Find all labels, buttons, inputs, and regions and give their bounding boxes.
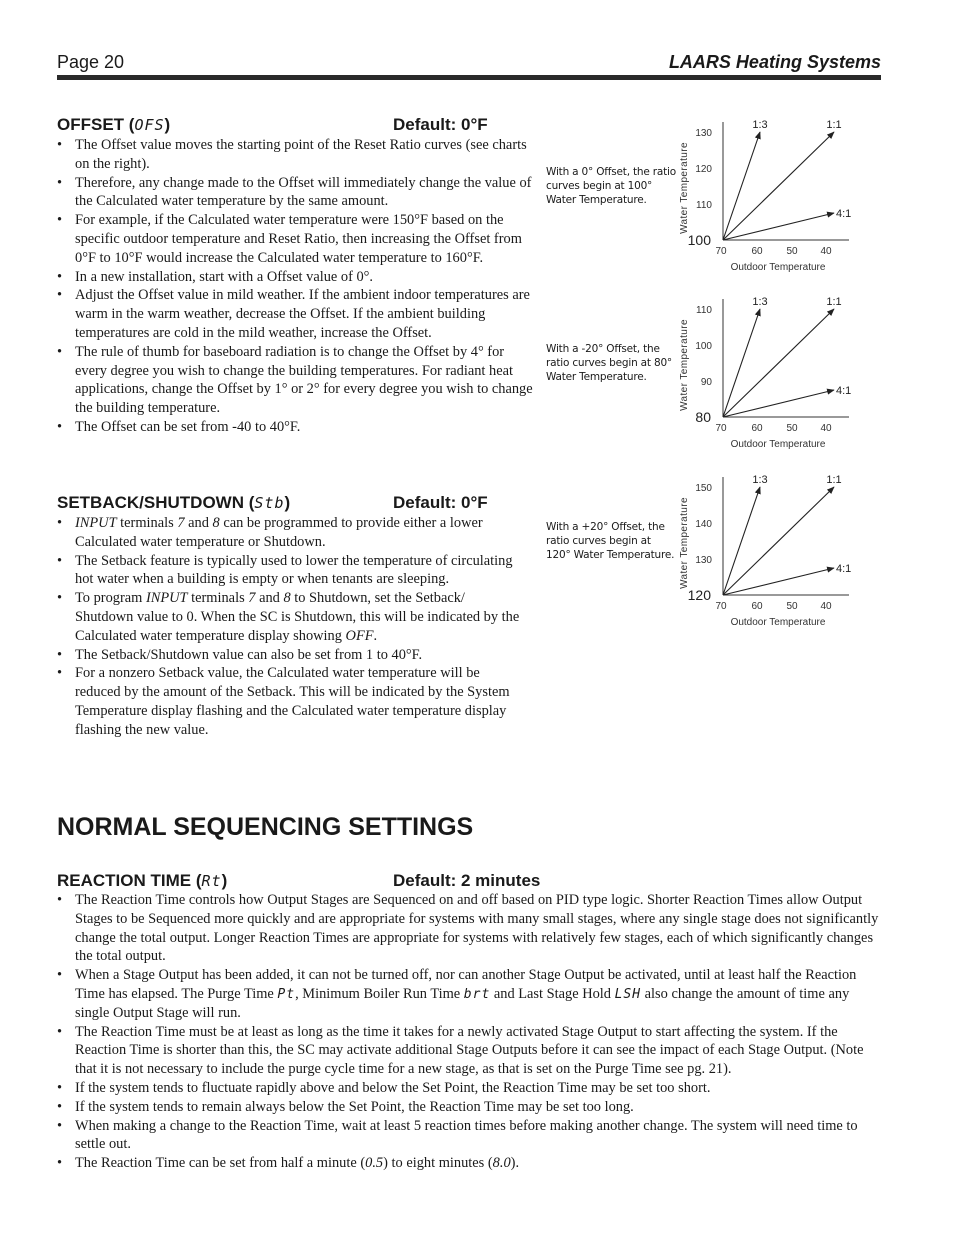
offset-title: OFFSET (OFS) [57,115,171,134]
origin-label: 100 [687,232,711,248]
page-number: Page 20 [57,52,125,72]
series-line-4-1 [723,568,834,595]
chart-caption: With a +20° Offset, the ratio curves begin at 120° Water Temperature. [546,521,675,561]
series-line-1-3 [723,487,760,595]
x-tick-label: 60 [751,601,763,612]
chart-caption: With a -20° Offset, the ratio curves begin at 80° Water Temperature. [546,343,672,383]
list-item: • When a Stage Output has been added, it can not be turned off, nor can another Stage Output be activated, until at least half the Reaction Time has elapsed. The Purge Time Pt, Minimum Boiler Run Time brt and Last Stage Hold LSH also change the amount of time any single Output Stage will run. [57,966,887,1022]
list-item: • Therefore, any change made to the Offset will immediately change the value of the Calculated water temperature by the same amount. [57,174,537,212]
x-tick-label: 60 [751,423,763,434]
x-tick-label: 70 [715,246,727,257]
series-label: 4:1 [836,385,852,397]
x-tick-label: 50 [786,423,798,434]
series-label: 1:3 [752,474,768,486]
list-item: • The Setback feature is typically used to lower the temperature of circulating hot water when a building is empty or when tenants are sleeping. [57,552,522,590]
reaction-default: Default: 2 minutes [393,871,541,890]
reset-ratio-chart-minus20-offset [675,292,865,454]
reaction-bullets [57,891,887,1173]
reaction-code: Rt [201,872,222,890]
reset-ratio-chart-0-offset [675,115,865,277]
list-item: • If the system tends to remain always below the Set Point, the Reaction Time may be set too long. [57,1098,887,1117]
reaction-title: REACTION TIME (Rt) [57,871,228,890]
y-tick-label: 90 [700,377,712,388]
list-item: • For example, if the Calculated water temperature were 150°F based on the specific outdoor temperature and Reset Ratio, then increasing the Offset from 0°F to 10°F would increase the Calculated water temperature to 160°F. [57,211,537,267]
series-line-1-1 [723,487,834,595]
list-item: • For a nonzero Setback value, the Calculated water temperature will be reduced by the amount of the Setback. This will be indicated by the System Temperature display flashing and the Calculated water temperature display flashing the new value. [57,664,522,739]
series-line-4-1 [723,390,834,417]
y-tick-label: 110 [696,305,712,316]
list-item: • Adjust the Offset value in mild weather. If the ambient indoor temperatures are warm in the warm weather, decrease the Offset. If the ambient building temperatures are cold in the mild weather, increase the Offset. [57,286,537,342]
series-line-1-1 [723,309,834,417]
y-tick-label: 150 [695,483,712,494]
y-tick-label: 140 [695,519,712,530]
series-label: 1:3 [752,119,768,131]
list-item: • The Reaction Time controls how Output Stages are Sequenced on and off based on PID type logic. Shorter Reaction Times allow Output Stages to be Sequenced more quickly and are appropriate for systems with many small stages, where any single stage does not significantly change the total output. Longer Reaction Times are appropriate for systems with relatively few stages, each of which significantly changes the total output. [57,891,887,966]
list-item: • The Reaction Time must be at least as long as the time it takes for a newly activated Stage Output to start affecting the system. If the Reaction Time is shorter than this, the SC may activate additional Stage Outputs before it can see the impact of each Stage Output. (Note that it is not necessary to include the purge cycle time for a new stage, as that is set on the Purge Time see pg. 21). [57,1023,887,1079]
y-axis-title: Water Temperature [679,319,690,411]
series-label: 1:1 [826,119,842,131]
offset-code: OFS [134,116,165,134]
list-item: • The rule of thumb for baseboard radiation is to change the Offset by 4° for every degree you wish to change the building temperatures. For radiant heat applications, change the Offset by 1° or 2° for every degree you wish to change the building temperature. [57,343,537,418]
series-line-4-1 [723,213,834,240]
series-line-1-1 [723,132,834,240]
x-tick-label: 40 [820,423,832,434]
y-tick-label: 130 [695,555,712,566]
y-tick-label: 120 [695,164,712,175]
x-tick-label: 70 [715,601,727,612]
x-tick-label: 40 [820,601,832,612]
series-label: 1:1 [826,474,842,486]
x-axis-title: Outdoor Temperature [730,262,826,273]
series-label: 4:1 [836,208,852,220]
header-rule [57,75,881,80]
y-tick-label: 110 [696,200,712,211]
setback-bullets [57,514,522,740]
chart-caption: With a 0° Offset, the ratio curves begin at 100° Water Temperature. [546,166,676,206]
x-tick-label: 50 [786,601,798,612]
x-axis-title: Outdoor Temperature [730,439,826,450]
y-tick-label: 100 [695,341,712,352]
origin-label: 120 [687,587,711,603]
list-item: • The Setback/Shutdown value can also be set from 1 to 40°F. [57,646,522,665]
setback-code: Stb [254,494,285,512]
x-tick-label: 50 [786,246,798,257]
reset-ratio-chart-plus20-offset [675,470,865,632]
series-label: 1:3 [752,296,768,308]
list-item: • The Offset value moves the starting point of the Reset Ratio curves (see charts on the right). [57,136,537,174]
x-tick-label: 40 [820,246,832,257]
list-item: • The Offset can be set from -40 to 40°F. [57,418,537,437]
x-tick-label: 70 [715,423,727,434]
series-label: 4:1 [836,563,852,575]
series-line-1-3 [723,132,760,240]
y-axis-title: Water Temperature [679,497,690,589]
origin-label: 80 [695,409,711,425]
offset-default: Default: 0°F [393,115,488,134]
list-item: • To program INPUT terminals 7 and 8 to Shutdown, set the Setback/ Shutdown value to 0. When the SC is Shutdown, this will be indicated by the Calculated water temperature display showing OFF. [57,589,522,645]
x-axis-title: Outdoor Temperature [730,617,826,628]
list-item: • INPUT terminals 7 and 8 can be programmed to provide either a lower Calculated water temperature or Shutdown. [57,514,522,552]
brand-name: LAARS Heating Systems [668,52,881,72]
list-item: • If the system tends to fluctuate rapidly above and below the Set Point, the Reaction Time may be set too short. [57,1079,887,1098]
section-heading: NORMAL SEQUENCING SETTINGS [57,813,474,841]
y-tick-label: 130 [695,128,712,139]
series-line-1-3 [723,309,760,417]
offset-bullets [57,136,537,437]
list-item: • The Reaction Time can be set from half a minute (0.5) to eight minutes (8.0). [57,1154,887,1173]
list-item: • In a new installation, start with a Offset value of 0°. [57,268,537,287]
setback-default: Default: 0°F [393,493,488,512]
list-item: • When making a change to the Reaction Time, wait at least 5 reaction times before making another change. The system will need time to settle out. [57,1117,887,1155]
page-header [57,52,881,76]
setback-title: SETBACK/SHUTDOWN (Stb) [57,493,291,512]
series-label: 1:1 [826,296,842,308]
x-tick-label: 60 [751,246,763,257]
y-axis-title: Water Temperature [679,142,690,234]
